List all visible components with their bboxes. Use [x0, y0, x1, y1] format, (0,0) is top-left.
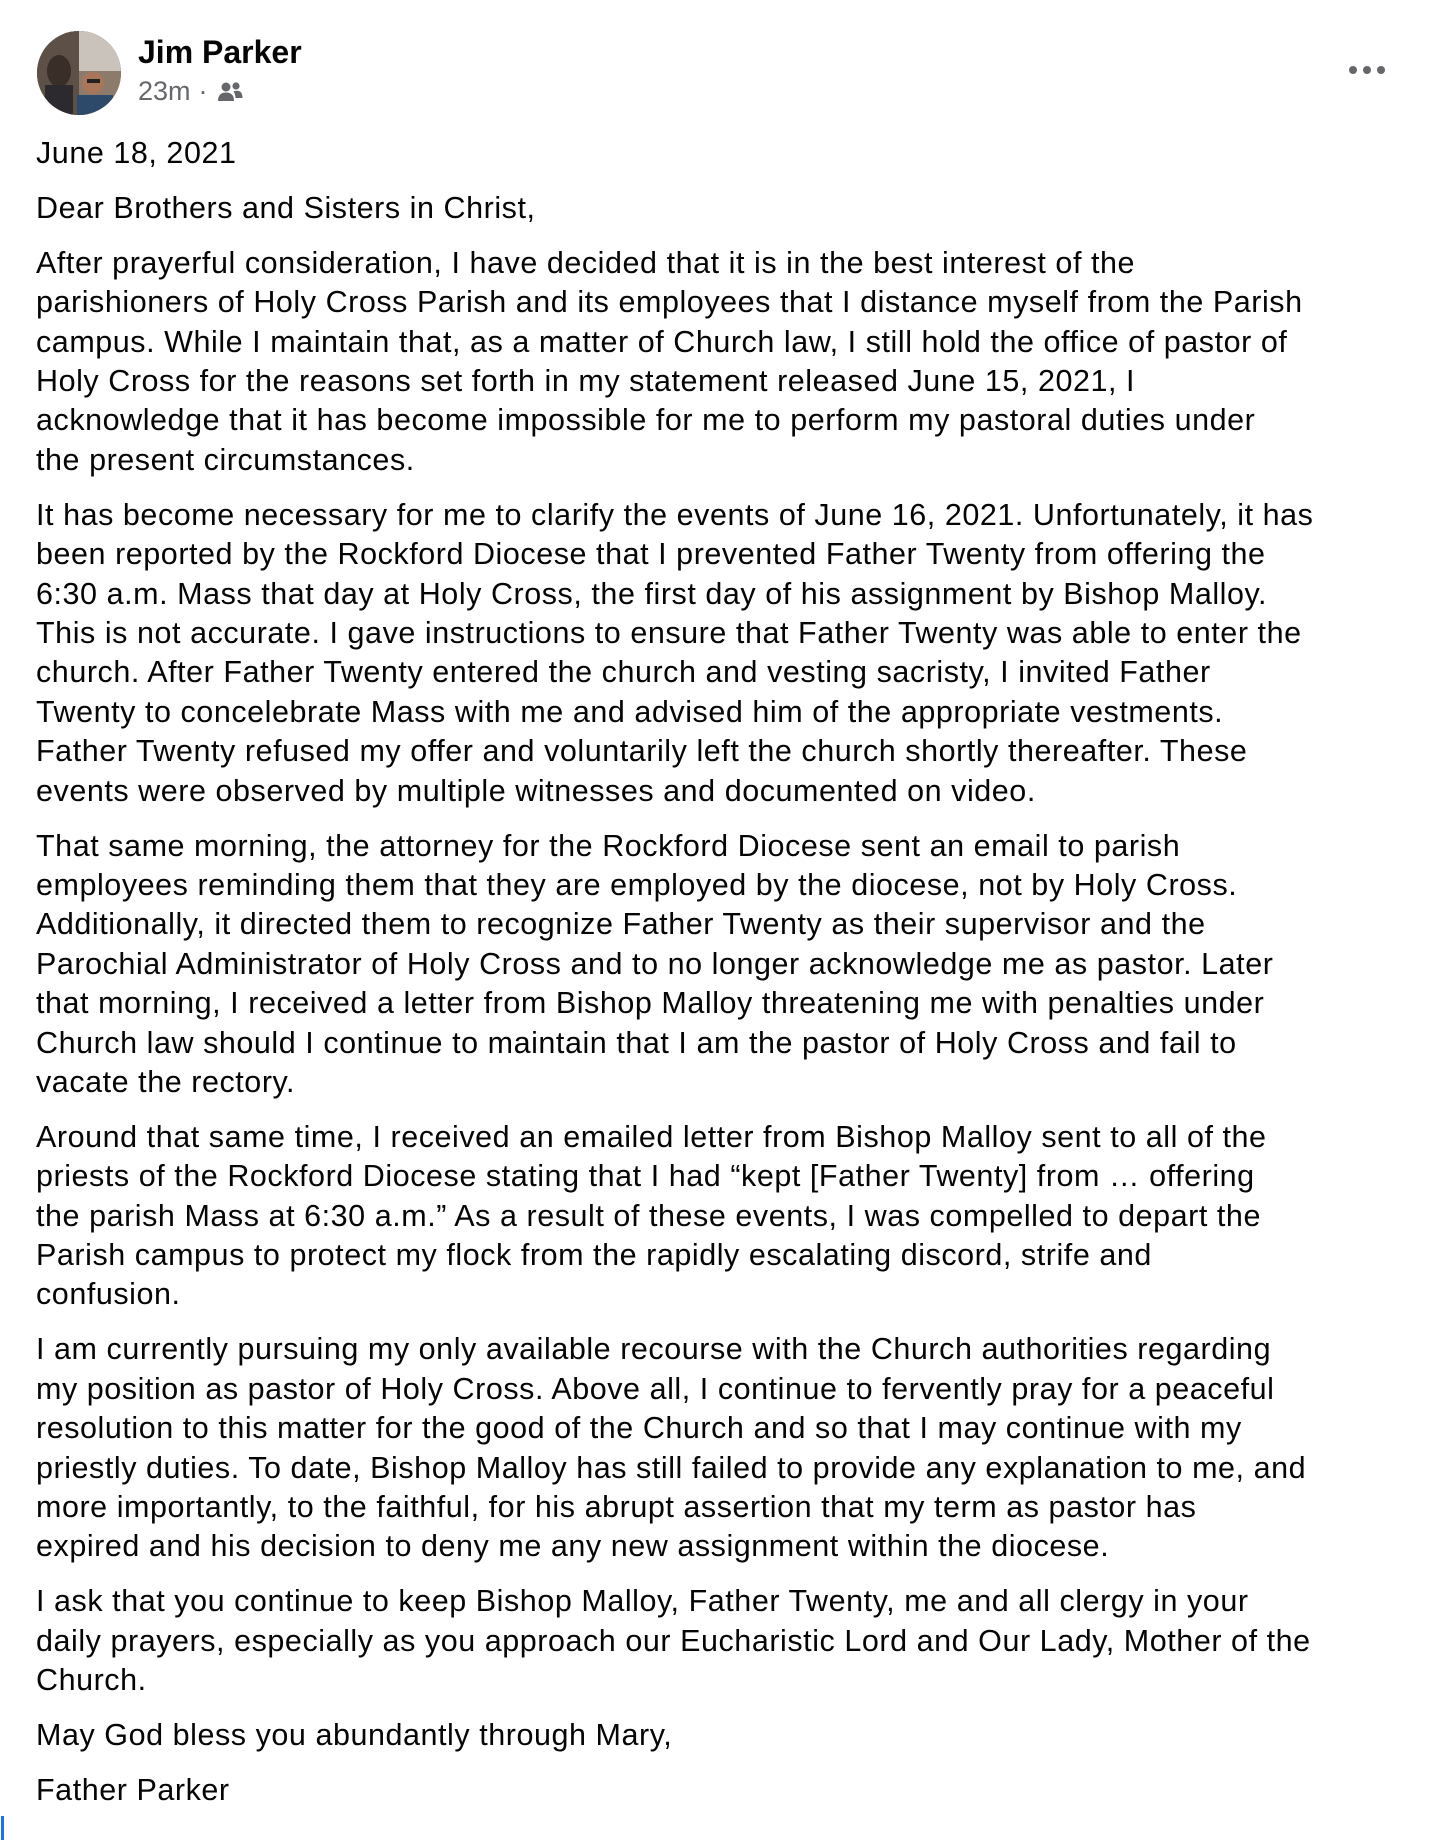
post-paragraph: That same morning, the attorney for the Rockford Diocese sent an email to parish employees reminding them that they are employed by the diocese, not by Holy Cross. Additionally, it directed them to recognize Father Twenty as their supervisor and the Parochial Administrator of Holy Cross and to no longer acknowledge me as pastor. Later that morning, I received a letter from Bishop Malloy threatening me with penalties under Church law should I continue to maintain that I am the pastor of Holy Cross and fail to vacate the rectory.: [36, 828, 1274, 1099]
post-meta: [138, 76, 244, 107]
post-paragraph: After prayerful consideration, I have decided that it is in the best interest of the parishioners of Holy Cross Parish and its employees that I distance myself from the Parish campus. While I maintain that, as a matter of Church law, I still hold the office of pastor of Holy Cross for the reasons set forth in my statement released June 15, 2021, I acknowledge that it has become impossible for me to perform my pastoral duties under the present circumstances.: [36, 245, 1303, 477]
post-paragraph: Around that same time, I received an emailed letter from Bishop Malloy sent to all of the priests of the Rockford Diocese stating that I had “kept [Father Twenty] from … offering the parish Mass at 6:30 a.m.” As a result of these events, I was compelled to depart the Parish campus to protect my flock from the rapidly escalating discord, strife and confusion.: [36, 1119, 1267, 1312]
more-options-button[interactable]: [1332, 52, 1402, 88]
author-name[interactable]: Jim Parker: [138, 34, 302, 70]
post-salutation: Dear Brothers and Sisters in Christ,: [36, 190, 536, 225]
post-signature: Father Parker: [36, 1772, 230, 1807]
meta-separator: ·: [198, 76, 208, 106]
avatar-photo: [37, 31, 121, 115]
post-paragraph: It has become necessary for me to clarify the events of June 16, 2021. Unfortunately, it has been reported by the Rockford Diocese that I prevented Father Twenty from offering the 6:30 a.m. Mass that day at Holy Cross, the first day of his assignment by Bishop Malloy. This is not accurate. I gave instructions to ensure that Father Twenty was able to enter the church. After Father Twenty entered the church and vesting sacristy, I invited Father Twenty to concelebrate Mass with me and advised him of the appropriate vestments. Father Twenty refused my offer and voluntarily left the church shortly thereafter. These events were observed by multiple witnesses and documented on video.: [36, 497, 1314, 808]
post-closing: May God bless you abundantly through Mary,: [36, 1718, 673, 1753]
post-date: June 18, 2021: [36, 136, 237, 170]
post-header: [0, 0, 1440, 130]
more-options-icon: [1347, 65, 1387, 75]
post-body: [36, 134, 1416, 1826]
post-paragraph: I am currently pursuing my only available recourse with the Church authorities regarding my position as pastor of Holy Cross. Above all, I continue to fervently pray for a peaceful resolution to this matter for the good of the Church and so that I may continue with my priestly duties. To date, Bishop Malloy has still failed to provide any explanation to me, and more importantly, to the faithful, for his abrupt assertion that my term as pastor has expired and his decision to deny me any new assignment within the diocese.: [36, 1332, 1307, 1564]
avatar[interactable]: [37, 31, 121, 115]
post-paragraph: I ask that you continue to keep Bishop Malloy, Father Twenty, me and all clergy in your daily prayers, especially as you approach our Eucharistic Lord and Our Lady, Mother of the Church.: [36, 1584, 1311, 1698]
friends-icon[interactable]: [216, 80, 244, 104]
post-timestamp[interactable]: 23m: [138, 76, 191, 106]
text-cursor: [1, 1816, 4, 1840]
